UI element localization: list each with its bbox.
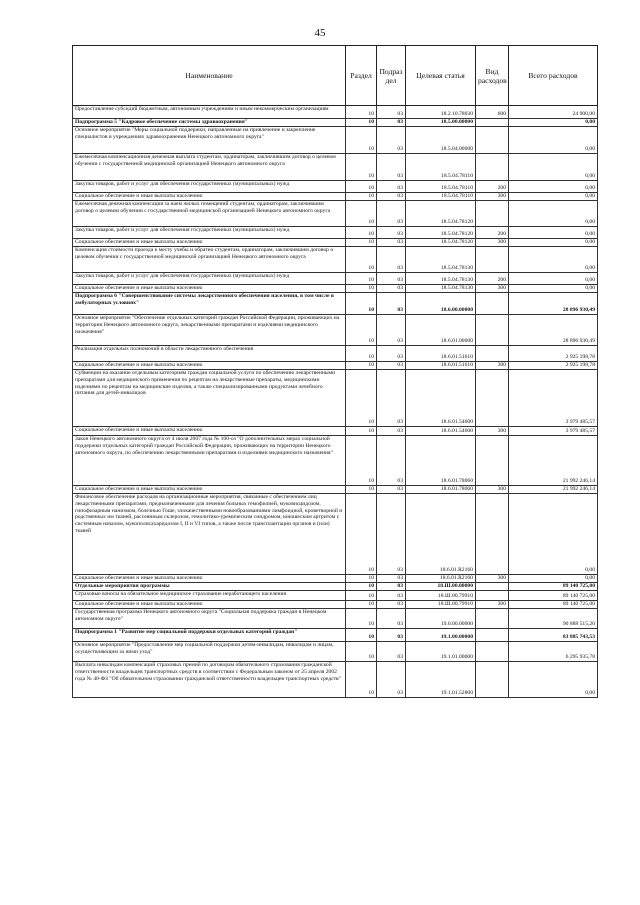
row-section: 10 bbox=[346, 629, 377, 642]
row-subsection: 03 bbox=[377, 662, 406, 698]
row-subsection: 03 bbox=[377, 106, 406, 119]
row-name: Выплата инвалидам компенсаций страховых премий по договорам обязательного страхования гражданской ответственности владельцев транспортных средств в соответствии с Федеральным законом от 25 апреля 2002 года № 40-ФЗ "Об обязательном страховании гражданской ответственности владельцев транспортных средств" bbox=[73, 662, 346, 698]
row-target: 19.1.00.00000 bbox=[406, 629, 476, 642]
row-type: 300 bbox=[476, 193, 509, 201]
row-section: 10 bbox=[346, 591, 377, 601]
row-subsection: 03 bbox=[377, 609, 406, 629]
row-subsection: 03 bbox=[377, 273, 406, 285]
table-row bbox=[73, 583, 598, 591]
row-section: 10 bbox=[346, 601, 377, 609]
table-row bbox=[73, 181, 598, 193]
table-row bbox=[73, 362, 598, 370]
row-subsection: 03 bbox=[377, 227, 406, 239]
row-target: 18.2.10.78030 bbox=[406, 106, 476, 119]
row-subsection: 03 bbox=[377, 119, 406, 127]
row-type bbox=[476, 247, 509, 273]
table-row bbox=[73, 106, 598, 119]
row-subsection: 03 bbox=[377, 601, 406, 609]
row-target: 18.5.04.78110 bbox=[406, 181, 476, 193]
row-subsection: 03 bbox=[377, 362, 406, 370]
table-row bbox=[73, 201, 598, 227]
row-target: 18.5.04.78130 bbox=[406, 247, 476, 273]
row-subsection: 03 bbox=[377, 642, 406, 662]
row-type: 300 bbox=[476, 575, 509, 583]
table-row bbox=[73, 193, 598, 201]
row-type bbox=[476, 293, 509, 315]
row-name: Субвенции на оказание отдельным категориям граждан социальной услуги по обеспечению лекарственными препаратами для медицинского применения по рецептам на лекарственные препараты, медицинскими изделиями по рецептам на медицинские изделия, а также специализированными продуктами лечебного питания для детей-инвалидов bbox=[73, 370, 346, 427]
row-target: 18.6.01.78060 bbox=[406, 486, 476, 494]
row-total: 21 992 246,14 bbox=[509, 436, 598, 486]
header-target: Целевая статья bbox=[406, 46, 476, 106]
table-header-row bbox=[73, 46, 598, 106]
row-target: 18.Ш.00.79910 bbox=[406, 591, 476, 601]
row-total: 0,00 bbox=[509, 154, 598, 181]
row-name: Социальное обеспечение и иные выплаты населению bbox=[73, 193, 346, 201]
row-total: 89 140 725,00 bbox=[509, 583, 598, 591]
row-type: 200 bbox=[476, 181, 509, 193]
row-total: 83 885 743,53 bbox=[509, 629, 598, 642]
row-section: 10 bbox=[346, 486, 377, 494]
table-row bbox=[73, 642, 598, 662]
row-total: 90 888 515,20 bbox=[509, 609, 598, 629]
table-row bbox=[73, 247, 598, 273]
row-type bbox=[476, 127, 509, 154]
row-total: 0,00 bbox=[509, 119, 598, 127]
row-total: 0,00 bbox=[509, 227, 598, 239]
row-subsection: 03 bbox=[377, 285, 406, 293]
table-row bbox=[73, 436, 598, 486]
row-section: 10 bbox=[346, 642, 377, 662]
table-row bbox=[73, 346, 598, 362]
row-total: 89 140 725,00 bbox=[509, 601, 598, 609]
row-subsection: 03 bbox=[377, 591, 406, 601]
row-subsection: 03 bbox=[377, 154, 406, 181]
row-name: Реализация отдельных полномочий в области лекарственного обеспечения bbox=[73, 346, 346, 362]
row-type: 600 bbox=[476, 106, 509, 119]
row-name: Основное мероприятие "Меры социальной поддержки, направленные на привлечение и закрепление специалистов в учреждениях здравоохранения Ненецкого автономного округа" bbox=[73, 127, 346, 154]
table-row bbox=[73, 486, 598, 494]
table-row bbox=[73, 273, 598, 285]
row-target: 18.Ш.00.79910 bbox=[406, 601, 476, 609]
row-section: 10 bbox=[346, 346, 377, 362]
row-total: 28 896 930,49 bbox=[509, 293, 598, 315]
table-row bbox=[73, 629, 598, 642]
row-section: 10 bbox=[346, 362, 377, 370]
row-total: 0,00 bbox=[509, 575, 598, 583]
row-type: 200 bbox=[476, 273, 509, 285]
row-type bbox=[476, 436, 509, 486]
row-name: Социальное обеспечение и иные выплаты населению bbox=[73, 601, 346, 609]
row-section: 10 bbox=[346, 193, 377, 201]
row-type bbox=[476, 119, 509, 127]
table-row bbox=[73, 591, 598, 601]
row-target: 18.5.04.78110 bbox=[406, 154, 476, 181]
table-row bbox=[73, 239, 598, 247]
row-name: Подпрограмма 5 "Кадровое обеспечение системы здравоохранения" bbox=[73, 119, 346, 127]
row-total: 0,00 bbox=[509, 201, 598, 227]
row-section: 10 bbox=[346, 119, 377, 127]
row-subsection: 03 bbox=[377, 427, 406, 436]
row-target: 19.1.01.52800 bbox=[406, 662, 476, 698]
row-section: 10 bbox=[346, 201, 377, 227]
table-row bbox=[73, 494, 598, 575]
row-name: Социальное обеспечение и иные выплаты населению bbox=[73, 239, 346, 247]
row-subsection: 03 bbox=[377, 127, 406, 154]
row-target: 18.Ш.00.00000 bbox=[406, 583, 476, 591]
header-section: Раздел bbox=[346, 46, 377, 106]
row-section: 10 bbox=[346, 181, 377, 193]
row-total: 0,00 bbox=[509, 273, 598, 285]
row-section: 10 bbox=[346, 273, 377, 285]
table-row bbox=[73, 293, 598, 315]
row-name: Социальное обеспечение и иные выплаты населению bbox=[73, 285, 346, 293]
header-total: Всего расходов bbox=[509, 46, 598, 106]
row-target: 19.0.00.00000 bbox=[406, 609, 476, 629]
row-target: 18.6.01.R2160 bbox=[406, 494, 476, 575]
row-name: Компенсация стоимости проезда к месту учебы и обратно студентам, ординаторам, заключившим договор о целевом обучении с государственной медицинской организацией Ненецкого автономного округа bbox=[73, 247, 346, 273]
row-name: Социальное обеспечение и иные выплаты населению bbox=[73, 486, 346, 494]
row-type bbox=[476, 609, 509, 629]
row-subsection: 03 bbox=[377, 201, 406, 227]
table-row bbox=[73, 154, 598, 181]
row-name: Закупка товаров, работ и услуг для обеспечения государственных (муниципальных) нужд bbox=[73, 181, 346, 193]
table-row bbox=[73, 127, 598, 154]
row-name: Закупка товаров, работ и услуг для обеспечения государственных (муниципальных) нужд bbox=[73, 273, 346, 285]
row-name: Финансовое обеспечение расходов на организационные мероприятия, связанные с обеспечением лиц лекарственными препаратами, предназначенными для лечения больных гемофилией, муковисцидозом, гипофизарным нанизмом, болезнью Гоше, злокачественными новообразованиями лимфоидной, кроветворной и родственных им тканей, рассеянным склерозом, гемолитико-уремическим синдромом, юношеским артритом с системным началом, мукополисахаридозом I, II и VI типов, а также после трансплантации органов и (или) тканей bbox=[73, 494, 346, 575]
row-total: 0,00 bbox=[509, 285, 598, 293]
row-type: 200 bbox=[476, 227, 509, 239]
row-subsection: 03 bbox=[377, 181, 406, 193]
row-name: Основное мероприятие "Обеспечение отдельных категорий граждан Российской Федерации, проживающих на территории Ненецкого автономного округа, лекарственными препаратами и изделиями медицинского назначения" bbox=[73, 315, 346, 346]
row-type bbox=[476, 629, 509, 642]
row-target: 18.6.01.54600 bbox=[406, 427, 476, 436]
row-name: Подпрограмма 1 "Развитие мер социальной поддержки отдельных категорий граждан" bbox=[73, 629, 346, 642]
row-target: 18.6.00.00000 bbox=[406, 293, 476, 315]
budget-table bbox=[72, 45, 598, 698]
table-row bbox=[73, 575, 598, 583]
row-type: 300 bbox=[476, 239, 509, 247]
row-type bbox=[476, 583, 509, 591]
row-total: 0,00 bbox=[509, 127, 598, 154]
row-section: 10 bbox=[346, 285, 377, 293]
table-row bbox=[73, 370, 598, 427]
row-target: 18.6.01.51610 bbox=[406, 362, 476, 370]
row-total: 3 979 485,57 bbox=[509, 427, 598, 436]
row-type bbox=[476, 154, 509, 181]
row-target: 18.6.01.00000 bbox=[406, 315, 476, 346]
row-type: 300 bbox=[476, 427, 509, 436]
row-subsection: 03 bbox=[377, 247, 406, 273]
row-total: 0,00 bbox=[509, 494, 598, 575]
row-section: 10 bbox=[346, 154, 377, 181]
row-name: Ежемесячная денежная компенсация за наем жилых помещений студентам, ординаторам, заключившим договор о целевом обучении с государственной медицинской организацией Ненецкого автономного округа bbox=[73, 201, 346, 227]
header-subsection: Подраз дел bbox=[377, 46, 406, 106]
row-section: 10 bbox=[346, 293, 377, 315]
row-subsection: 03 bbox=[377, 494, 406, 575]
row-section: 10 bbox=[346, 127, 377, 154]
row-total: 2 925 198,78 bbox=[509, 362, 598, 370]
row-name: Социальное обеспечение и иные выплаты населению bbox=[73, 362, 346, 370]
row-subsection: 03 bbox=[377, 575, 406, 583]
table-row bbox=[73, 315, 598, 346]
row-subsection: 03 bbox=[377, 629, 406, 642]
row-target: 18.5.04.78120 bbox=[406, 227, 476, 239]
row-target: 18.6.01.54600 bbox=[406, 370, 476, 427]
row-type: 300 bbox=[476, 362, 509, 370]
row-target: 18.6.01.51610 bbox=[406, 346, 476, 362]
table-row bbox=[73, 227, 598, 239]
row-target: 18.5.04.78130 bbox=[406, 285, 476, 293]
row-name: Ежемесячная компенсационная денежная выплата студентам, ординаторам, заключившим договор о целевом обучении с государственной медицинской организацией Ненецкого автономного округа bbox=[73, 154, 346, 181]
row-type bbox=[476, 370, 509, 427]
row-type: 300 bbox=[476, 285, 509, 293]
row-total: 0,00 bbox=[509, 239, 598, 247]
row-target: 18.5.04.00000 bbox=[406, 127, 476, 154]
row-total: 6 295 935,78 bbox=[509, 642, 598, 662]
row-section: 10 bbox=[346, 370, 377, 427]
row-target: 18.5.04.78120 bbox=[406, 239, 476, 247]
row-name: Предоставление субсидий бюджетным, автономным учреждениям и иным некоммерческим организациям bbox=[73, 106, 346, 119]
row-type bbox=[476, 642, 509, 662]
row-section: 10 bbox=[346, 662, 377, 698]
row-type bbox=[476, 346, 509, 362]
row-name: Государственная программа Ненецкого автономного округа "Социальная поддержка граждан в Ненецком автономном округе" bbox=[73, 609, 346, 629]
row-subsection: 03 bbox=[377, 193, 406, 201]
row-name: Страховые взносы на обязательное медицинское страхование неработающего населения bbox=[73, 591, 346, 601]
row-section: 10 bbox=[346, 227, 377, 239]
row-section: 10 bbox=[346, 575, 377, 583]
table-row bbox=[73, 285, 598, 293]
row-name: Основное мероприятие "Предоставление мер социальной поддержки детям-инвалидам, инвалидам и лицам, осуществляющим за ними уход" bbox=[73, 642, 346, 662]
row-subsection: 03 bbox=[377, 315, 406, 346]
row-name: Закупка товаров, работ и услуг для обеспечения государственных (муниципальных) нужд bbox=[73, 227, 346, 239]
row-type bbox=[476, 591, 509, 601]
row-type bbox=[476, 315, 509, 346]
row-total: 2 925 198,78 bbox=[509, 346, 598, 362]
row-section: 10 bbox=[346, 609, 377, 629]
row-subsection: 03 bbox=[377, 583, 406, 591]
table-body bbox=[73, 106, 598, 698]
table-row bbox=[73, 601, 598, 609]
row-section: 10 bbox=[346, 494, 377, 575]
row-section: 10 bbox=[346, 247, 377, 273]
row-section: 10 bbox=[346, 427, 377, 436]
row-subsection: 03 bbox=[377, 346, 406, 362]
row-total: 3 979 485,57 bbox=[509, 370, 598, 427]
row-name: Социальное обеспечение и иные выплаты населению bbox=[73, 575, 346, 583]
row-total: 0,00 bbox=[509, 193, 598, 201]
row-name: Отдельные мероприятия программы bbox=[73, 583, 346, 591]
row-target: 18.5.04.78130 bbox=[406, 273, 476, 285]
table-row bbox=[73, 427, 598, 436]
row-section: 10 bbox=[346, 436, 377, 486]
header-type: Вид расходов bbox=[476, 46, 509, 106]
row-subsection: 03 bbox=[377, 293, 406, 315]
row-name: Подпрограмма 6 "Совершенствование системы лекарственного обеспечения населения, в том числе в амбулаторных условиях" bbox=[73, 293, 346, 315]
table-row bbox=[73, 609, 598, 629]
row-target: 19.1.01.00000 bbox=[406, 642, 476, 662]
row-total: 24 900,00 bbox=[509, 106, 598, 119]
row-total: 28 896 930,49 bbox=[509, 315, 598, 346]
table-row bbox=[73, 119, 598, 127]
row-section: 10 bbox=[346, 239, 377, 247]
row-type bbox=[476, 662, 509, 698]
row-target: 18.6.01.78060 bbox=[406, 436, 476, 486]
row-subsection: 03 bbox=[377, 239, 406, 247]
table-row bbox=[73, 662, 598, 698]
row-section: 10 bbox=[346, 315, 377, 346]
row-section: 10 bbox=[346, 106, 377, 119]
row-subsection: 03 bbox=[377, 436, 406, 486]
row-type: 300 bbox=[476, 486, 509, 494]
row-type: 300 bbox=[476, 601, 509, 609]
row-subsection: 03 bbox=[377, 370, 406, 427]
row-total: 0,00 bbox=[509, 181, 598, 193]
header-name: Наименование bbox=[73, 46, 346, 106]
row-section: 10 bbox=[346, 583, 377, 591]
row-total: 0,00 bbox=[509, 662, 598, 698]
row-name: Социальное обеспечение и иные выплаты населению bbox=[73, 427, 346, 436]
row-target: 18.5.04.78110 bbox=[406, 193, 476, 201]
page-number: 45 bbox=[314, 27, 326, 39]
row-type bbox=[476, 201, 509, 227]
row-target: 18.5.00.00000 bbox=[406, 119, 476, 127]
row-type bbox=[476, 494, 509, 575]
row-target: 18.5.04.78120 bbox=[406, 201, 476, 227]
row-total: 0,00 bbox=[509, 247, 598, 273]
row-subsection: 03 bbox=[377, 486, 406, 494]
row-total: 21 992 246,14 bbox=[509, 486, 598, 494]
row-target: 18.6.01.R2160 bbox=[406, 575, 476, 583]
row-name: Закон Ненецкого автономного округа от 4 июля 2007 года № 100-оз "О дополнительных мерах социальной поддержки отдельных категорий граждан Российской Федерации, проживающих на территории Ненецкого автономного округа, по обеспечению лекарственными препаратами и изделиями медицинского назначения" bbox=[73, 436, 346, 486]
row-total: 89 140 725,00 bbox=[509, 591, 598, 601]
